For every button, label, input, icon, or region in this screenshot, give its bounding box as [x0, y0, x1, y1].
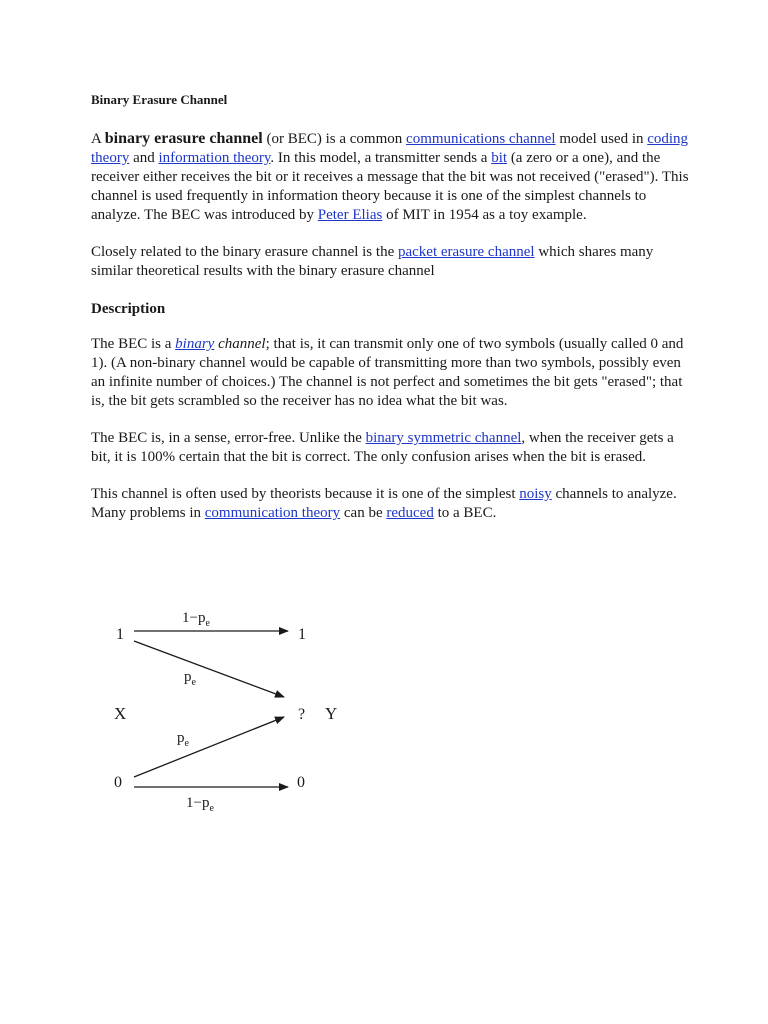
arrow-0-to-erasure	[134, 717, 284, 777]
document-title: Binary Erasure Channel	[91, 92, 228, 107]
link-binary[interactable]: binary	[175, 336, 215, 352]
related-paragraph: Closely related to the binary erasure channel is the packet erasure channel which shares many similar theoretical results with the binary erasure channel	[91, 244, 654, 279]
link-communications-channel[interactable]: communications channel	[406, 131, 556, 147]
output-one: 1	[298, 626, 306, 643]
link-information-theory[interactable]: information theory	[158, 150, 271, 166]
input-one: 1	[116, 626, 124, 643]
document-body	[91, 90, 691, 541]
output-zero: 0	[297, 774, 305, 791]
label-bottom-one-minus-pe: $1-p_e$	[186, 795, 214, 814]
label-lower-pe: $p_e$	[177, 730, 189, 749]
link-binary-symmetric-channel[interactable]: binary symmetric channel	[365, 430, 522, 446]
bec-diagram-svg	[100, 600, 360, 830]
link-peter-elias[interactable]: Peter Elias	[317, 207, 383, 223]
link-bit[interactable]: bit	[491, 150, 508, 166]
output-erasure: ?	[298, 706, 306, 723]
bec-diagram	[100, 600, 360, 830]
label-upper-pe: $p_e$	[184, 669, 196, 688]
arrow-1-to-erasure	[134, 641, 284, 697]
input-label-x: X	[114, 704, 127, 723]
link-coding-theory[interactable]: coding theory	[91, 131, 689, 166]
output-label-y: Y	[325, 704, 338, 723]
link-reduced[interactable]: reduced	[386, 505, 434, 521]
description-paragraph-2: The BEC is, in a sense, error-free. Unlike the binary symmetric channel, when the receiver gets a bit, it is 100% certain that the bit is correct. The only confusion arises when the bit is erased.	[91, 430, 674, 465]
input-zero: 0	[114, 774, 122, 791]
description-heading: Description	[91, 301, 166, 317]
description-paragraph-1: The BEC is a binary channel; that is, it can transmit only one of two symbols (usually called 0 and 1). (A non-binary channel would be capable of transmitting more than two symbols, possibly even an infinite number of choices.) The channel is not perfect and sometimes the bit gets "erased"; that is, the bit gets scrambled so the receiver has no idea what the bit was.	[91, 336, 684, 409]
label-top-one-minus-pe: $1-p_e$	[182, 610, 210, 629]
link-communication-theory[interactable]: communication theory	[204, 505, 341, 521]
link-packet-erasure-channel[interactable]: packet erasure channel	[397, 244, 535, 260]
link-noisy[interactable]: noisy	[519, 486, 552, 502]
term-binary-erasure-channel: binary erasure channel	[104, 130, 263, 147]
description-paragraph-3: This channel is often used by theorists because it is one of the simplest noisy channels to analyze. Many problems in communication theory can be reduced to a BEC.	[91, 486, 677, 521]
intro-paragraph: A binary erasure channel (or BEC) is a common communications channel model used in coding theory and information theory. In this model, a transmitter sends a bit (a zero or a one), and the receiver either receives the bit or it receives a message that the bit was not received ("erased"). This channel is used frequently in information theory because it is one of the simplest channels to analyze. The BEC was introduced by Peter Elias of MIT in 1954 as a toy example.	[91, 130, 689, 223]
